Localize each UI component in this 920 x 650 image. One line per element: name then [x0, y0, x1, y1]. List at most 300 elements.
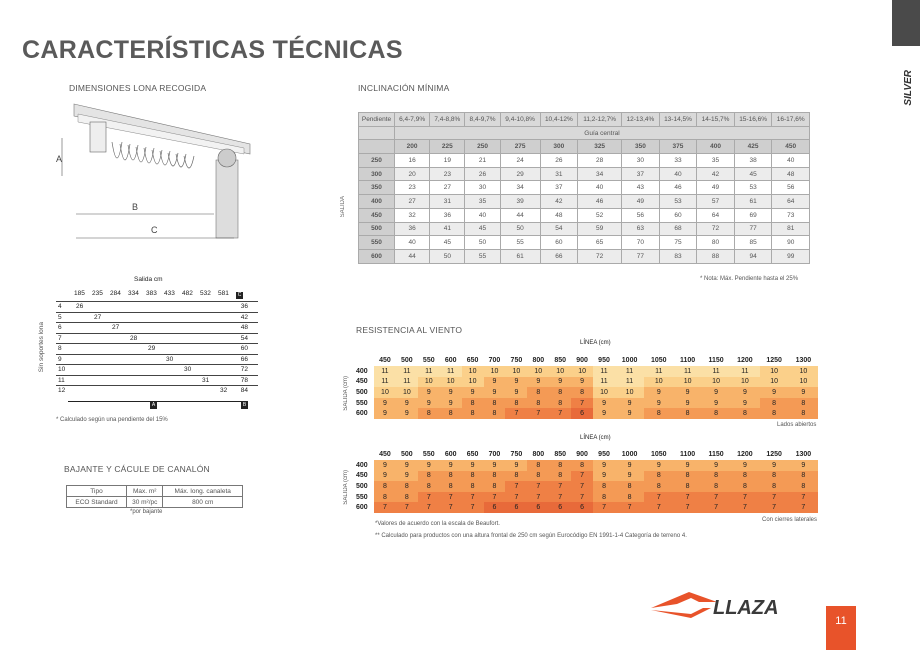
side-label: SILVER	[903, 70, 914, 106]
incl-guia-val: 275	[500, 140, 540, 154]
wind-cell: 9	[615, 460, 644, 471]
wind-cell: 8	[644, 481, 673, 492]
wind-col: 650	[466, 357, 479, 364]
wind-cell: 8	[462, 398, 484, 409]
wind-cell: 8	[396, 481, 418, 492]
wind-cell: 6	[527, 502, 549, 513]
canalon-h: Máx. long. canaleta	[163, 486, 243, 497]
wind-cell: 8	[593, 481, 615, 492]
wind-title: RESISTENCIA AL VIENTO	[356, 325, 463, 335]
incl-salida: 400	[359, 195, 395, 209]
salida-n: 5	[58, 313, 62, 321]
incl-row	[359, 236, 810, 250]
wind-cell: 8	[484, 408, 506, 419]
wind-row	[356, 471, 818, 482]
salida-table	[56, 290, 258, 396]
wind-cell: 8	[789, 471, 818, 482]
salida-n: 12	[58, 387, 66, 394]
wind-cell: 11	[396, 366, 418, 377]
canalon-h: Tipo	[67, 486, 127, 497]
salida-note: * Calculado según una pendiente del 15%	[56, 417, 168, 423]
wind-cell: 10	[593, 387, 615, 398]
wind-cell: 9	[440, 398, 462, 409]
salida-n: 4	[58, 303, 62, 310]
wind-col: 1200	[737, 357, 753, 364]
incl-cell: 29	[500, 167, 540, 181]
wind-table-closed	[356, 449, 818, 513]
wind-cell: 8	[702, 471, 730, 482]
wind-cell: 9	[673, 398, 701, 409]
incl-note: * Nota: Máx. Pendiente hasta el 25%	[700, 276, 799, 282]
wind-cell: 7	[374, 502, 396, 513]
incl-pend: 15-16,6%	[734, 113, 772, 127]
wind-row	[356, 502, 818, 513]
salida-col: 334	[128, 290, 139, 297]
salida-arrow	[68, 401, 248, 402]
wind-cell: 9	[418, 387, 440, 398]
wind-col: 500	[401, 451, 413, 458]
wind-cell: 11	[593, 377, 615, 388]
incl-cell: 35	[465, 195, 500, 209]
wind-cell: 9	[462, 387, 484, 398]
incl-cell: 77	[622, 249, 660, 263]
wind-cell: 7	[418, 492, 440, 503]
incl-row	[359, 195, 810, 209]
incl-cell: 26	[465, 167, 500, 181]
wind-row	[356, 387, 818, 398]
wind-cell: 11	[374, 366, 396, 377]
salida-col: 532	[200, 290, 211, 297]
wind-col: 600	[444, 451, 457, 458]
awning-diagram	[54, 96, 264, 246]
wind-cell: 9	[673, 387, 701, 398]
wind-cell: 9	[789, 460, 818, 471]
incl-cell: 28	[578, 154, 622, 168]
wind-col: 1300	[795, 357, 812, 364]
label-c: C	[151, 225, 158, 235]
wind-cell: 10	[527, 366, 549, 377]
wind-cell: 7	[702, 492, 730, 503]
incl-salida: 550	[359, 236, 395, 250]
salida-row	[56, 375, 258, 386]
wind-row	[356, 481, 818, 492]
wind-table-open	[356, 355, 818, 419]
incl-cell: 40	[772, 154, 810, 168]
wind-cell: 7	[440, 502, 462, 513]
wind-salida: 500	[356, 388, 368, 396]
wind-col: 450	[379, 451, 391, 458]
wind-salida: 450	[356, 472, 368, 480]
salida-v: 30	[184, 366, 192, 373]
salida-n: 10	[58, 366, 66, 373]
incl-cell: 36	[430, 208, 465, 222]
incl-cell: 21	[465, 154, 500, 168]
salida-r: 42	[240, 313, 248, 321]
incl-row	[359, 181, 810, 195]
incl-cell: 45	[465, 222, 500, 236]
wind-cell: 11	[440, 366, 462, 377]
wind-col: 750	[510, 357, 523, 364]
incl-row	[359, 154, 810, 168]
wind-cell: 10	[615, 387, 644, 398]
wind-cell: 10	[440, 377, 462, 388]
wind-col: 650	[466, 451, 479, 458]
wind-header	[356, 355, 818, 366]
incl-salida: 600	[359, 249, 395, 263]
salida-row	[56, 312, 258, 323]
wind-cell: 7	[571, 492, 593, 503]
wind-cell: 8	[615, 481, 644, 492]
wind-cell: 6	[505, 502, 527, 513]
salida-n: 11	[58, 376, 65, 384]
wind-cell: 10	[505, 366, 527, 377]
wind-cell: 7	[505, 492, 527, 503]
incl-guia-val: 400	[697, 140, 735, 154]
salida-col: 235	[92, 290, 103, 297]
incl-pend: 7,4-8,8%	[430, 113, 465, 127]
wind-cell: 7	[730, 502, 759, 513]
canalon-h: Max. m²	[127, 486, 163, 497]
wind-cell: 8	[673, 471, 701, 482]
incl-cell: 35	[697, 154, 735, 168]
wind-cell: 11	[730, 366, 759, 377]
wind-cell: 7	[760, 492, 789, 503]
wind-cell: 8	[484, 398, 506, 409]
wind-cell: 9	[374, 398, 396, 409]
incl-guia-vals	[359, 140, 810, 154]
incl-cell: 30	[465, 181, 500, 195]
wind-salida: 450	[356, 378, 368, 386]
wind-cell: 7	[484, 492, 506, 503]
wind-cell: 8	[760, 398, 789, 409]
label-a: A	[56, 154, 63, 164]
wind-cell: 11	[702, 366, 730, 377]
wind-cell: 8	[730, 471, 759, 482]
wind-cell: 9	[644, 398, 673, 409]
wind-cell: 9	[462, 460, 484, 471]
wind-col: 1000	[621, 451, 638, 458]
salida-col: 482	[182, 290, 193, 297]
wind-cell: 8	[505, 471, 527, 482]
wind-cell: 7	[440, 492, 462, 503]
wind-cell: 8	[789, 408, 818, 419]
wind-cell: 6	[571, 408, 593, 419]
page-title: CARACTERÍSTICAS TÉCNICAS	[22, 36, 403, 64]
wind-cell: 9	[374, 471, 396, 482]
wind-col: 850	[554, 451, 567, 458]
wind-cell: 9	[374, 408, 396, 419]
wind-cell: 9	[374, 460, 396, 471]
salida-col: 581	[218, 290, 229, 297]
wind-cell: 9	[702, 398, 730, 409]
wind-cell: 9	[396, 398, 418, 409]
incl-salida-label: SALIDA	[340, 196, 346, 218]
incl-cell: 65	[578, 236, 622, 250]
wind-cell: 10	[549, 366, 571, 377]
wind-cell: 7	[418, 502, 440, 513]
wind-cell: 8	[702, 481, 730, 492]
wind-cell: 11	[615, 377, 644, 388]
incl-pend: 8,4-9,7%	[465, 113, 500, 127]
wind-cell: 9	[644, 460, 673, 471]
wind-cell: 10	[702, 377, 730, 388]
wind-cell: 7	[571, 481, 593, 492]
incl-cell: 27	[395, 195, 430, 209]
page-number: 11	[826, 606, 856, 650]
incl-cell: 41	[430, 222, 465, 236]
salida-v: 29	[148, 345, 156, 352]
wind-cell: 9	[571, 377, 593, 388]
wind-salida: 550	[356, 493, 368, 501]
wind-cell: 11	[418, 366, 440, 377]
incl-cell: 50	[500, 222, 540, 236]
wind-row	[356, 377, 818, 388]
incl-cell: 49	[622, 195, 660, 209]
wind-cell: 9	[440, 387, 462, 398]
incl-cell: 57	[697, 195, 735, 209]
wind-salida: 600	[356, 410, 368, 418]
wind-cell: 8	[730, 408, 759, 419]
incl-guia-val: 225	[430, 140, 465, 154]
wind-cell: 7	[673, 492, 701, 503]
wind-cell: 9	[527, 377, 549, 388]
wind-cell: 7	[615, 502, 644, 513]
incl-guia-row	[359, 126, 810, 140]
wind-cell: 6	[549, 502, 571, 513]
wind-cell: 7	[505, 408, 527, 419]
incl-cell: 59	[578, 222, 622, 236]
wind-cell: 7	[462, 502, 484, 513]
incl-salida: 450	[359, 208, 395, 222]
incl-cell: 72	[578, 249, 622, 263]
wind-header	[356, 449, 818, 460]
wind-cell: 11	[615, 366, 644, 377]
wind-cell: 7	[571, 471, 593, 482]
wind-cell: 8	[462, 481, 484, 492]
incl-cell: 49	[697, 181, 735, 195]
incl-cell: 43	[622, 181, 660, 195]
incl-cell: 31	[540, 167, 578, 181]
wind-col: 600	[444, 357, 457, 364]
incl-row	[359, 249, 810, 263]
brand-name: LLAZA	[713, 597, 779, 619]
wind-cell: 8	[549, 471, 571, 482]
wind-cell: 8	[549, 398, 571, 409]
incl-row	[359, 167, 810, 181]
incl-cell: 24	[500, 154, 540, 168]
incl-pend: 9,4-10,8%	[500, 113, 540, 127]
wind-cell: 7	[527, 408, 549, 419]
incl-cell: 85	[734, 236, 772, 250]
wind-cell: 8	[374, 481, 396, 492]
wind-col: 750	[510, 451, 523, 458]
wind-cell: 8	[527, 387, 549, 398]
salida-row	[56, 301, 258, 312]
wind-cell: 10	[789, 366, 818, 377]
wind-cell: 9	[396, 460, 418, 471]
incl-cell: 64	[772, 195, 810, 209]
wind-cell: 7	[571, 398, 593, 409]
wind-col: 1200	[737, 451, 753, 458]
incl-cell: 53	[734, 181, 772, 195]
salida-row	[56, 322, 258, 333]
wind-corner	[356, 355, 374, 366]
wind-cell: 8	[505, 398, 527, 409]
wind-cell: 10	[374, 387, 396, 398]
incl-cell: 83	[659, 249, 697, 263]
salida-v: 27	[94, 313, 102, 321]
incl-cell: 68	[659, 222, 697, 236]
incl-cell: 61	[734, 195, 772, 209]
incl-cell: 56	[772, 181, 810, 195]
wind-salida: 400	[356, 461, 368, 469]
incl-cell: 45	[734, 167, 772, 181]
salida-row	[56, 343, 258, 354]
wind-cell: 8	[418, 471, 440, 482]
incl-salida: 300	[359, 167, 395, 181]
wind-cell: 9	[760, 460, 789, 471]
wind-col: 1150	[708, 357, 724, 364]
wind-cell: 11	[593, 366, 615, 377]
incl-cell: 32	[395, 208, 430, 222]
wind-col: 550	[422, 451, 435, 458]
wind-cell: 8	[462, 471, 484, 482]
salida-v: 32	[220, 387, 228, 394]
salida-row	[56, 333, 258, 344]
wind-cell: 10	[571, 366, 593, 377]
incl-cell: 56	[622, 208, 660, 222]
incl-cell: 80	[697, 236, 735, 250]
wind-cell: 9	[615, 398, 644, 409]
wind-row	[356, 398, 818, 409]
canalon-note: *por bajante	[130, 509, 163, 515]
wind-cell: 8	[702, 408, 730, 419]
incl-cell: 90	[772, 236, 810, 250]
incl-guia-val: 325	[578, 140, 622, 154]
wind-row	[356, 492, 818, 503]
wind-row	[356, 460, 818, 471]
salida-r: 84	[240, 387, 248, 394]
salida-row	[56, 385, 258, 396]
wind-cell: 10	[462, 366, 484, 377]
wind-cell: 11	[673, 366, 701, 377]
wind-cell: 7	[789, 502, 818, 513]
salida-n: 9	[58, 355, 62, 363]
wind-col: 1100	[680, 451, 696, 458]
wind-cell: 9	[484, 377, 506, 388]
incl-cell: 50	[430, 249, 465, 263]
wind-col: 1050	[650, 357, 667, 364]
wind-caption-2: Con cierres laterales	[762, 517, 818, 523]
incl-pend: 14-15,7%	[697, 113, 735, 127]
salida-v: 31	[202, 376, 210, 384]
salida-v: 28	[130, 334, 138, 342]
salida-y-label: Sin soportes lona	[38, 322, 45, 373]
wind-cell: 10	[644, 377, 673, 388]
wind-cell: 7	[593, 502, 615, 513]
incl-cell: 64	[697, 208, 735, 222]
wind-cell: 8	[440, 408, 462, 419]
wind-cell: 9	[593, 471, 615, 482]
wind-cell: 7	[644, 502, 673, 513]
canalon-c: ECO Standard	[67, 497, 127, 508]
wind-note-2: ** Calculado para productos con una altura frontal de 250 cm según Eurocódigo EN 1991-1-4 Categoría de terreno 4.	[375, 533, 687, 539]
incl-cell: 46	[578, 195, 622, 209]
wind-cell: 6	[484, 502, 506, 513]
wind-col: 1150	[708, 451, 724, 458]
wind-cell: 9	[484, 460, 506, 471]
wind-linea-2: LÍNEA (cm)	[580, 435, 611, 441]
wind-cell: 7	[462, 492, 484, 503]
wind-cell: 8	[440, 481, 462, 492]
incl-blank	[359, 140, 395, 154]
salida-col: 284	[110, 290, 121, 297]
salida-col: 383	[146, 290, 157, 297]
wind-cell: 9	[484, 387, 506, 398]
wind-cell: 9	[396, 471, 418, 482]
wind-cell: 9	[505, 387, 527, 398]
wind-salida: 500	[356, 482, 368, 490]
incl-cell: 34	[500, 181, 540, 195]
marker-a: A	[151, 402, 156, 408]
wind-cell: 8	[571, 460, 593, 471]
wind-cell: 10	[760, 366, 789, 377]
salida-end-icon: C	[237, 292, 242, 298]
incl-cell: 37	[622, 167, 660, 181]
incl-cell: 38	[734, 154, 772, 168]
wind-corner	[356, 449, 374, 460]
wind-col: 450	[379, 357, 391, 364]
wind-salida-1: SALIDA (cm)	[343, 376, 349, 411]
incl-cell: 63	[622, 222, 660, 236]
wind-cell: 9	[505, 460, 527, 471]
wind-cell: 8	[760, 481, 789, 492]
wind-col: 1000	[621, 357, 638, 364]
wind-col: 800	[532, 357, 545, 364]
incl-cell: 44	[500, 208, 540, 222]
salida-v: 27	[112, 324, 120, 331]
wind-cell: 8	[527, 460, 549, 471]
wind-col: 950	[598, 357, 610, 364]
wind-col: 950	[598, 451, 610, 458]
incl-cell: 40	[465, 208, 500, 222]
wind-cell: 8	[760, 471, 789, 482]
salida-row	[56, 364, 258, 375]
wind-salida: 400	[356, 367, 368, 375]
wind-salida: 600	[356, 504, 368, 512]
incl-cell: 44	[395, 249, 430, 263]
wind-cell: 8	[644, 408, 673, 419]
wind-cell: 8	[571, 387, 593, 398]
incl-blank	[359, 126, 395, 140]
wind-cell: 7	[396, 502, 418, 513]
wind-cell: 11	[396, 377, 418, 388]
incl-cell: 40	[659, 167, 697, 181]
incl-cell: 54	[540, 222, 578, 236]
incl-cell: 53	[659, 195, 697, 209]
salida-r: 54	[240, 334, 248, 342]
wind-col: 1100	[680, 357, 696, 364]
label-b: B	[132, 202, 139, 212]
incl-salida: 250	[359, 154, 395, 168]
salida-col: 433	[164, 290, 175, 297]
incl-cell: 27	[430, 181, 465, 195]
wind-cell: 7	[760, 502, 789, 513]
incl-cell: 81	[772, 222, 810, 236]
wind-cell: 7	[527, 492, 549, 503]
incl-salida: 500	[359, 222, 395, 236]
wind-cell: 9	[673, 460, 701, 471]
